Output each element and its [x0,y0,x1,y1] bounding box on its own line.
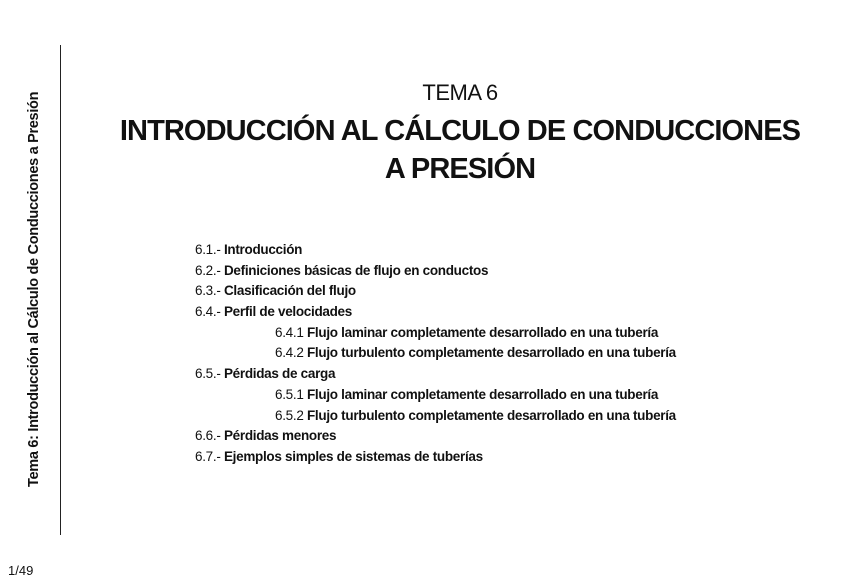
page-title [90,112,830,188]
toc-item-number: 6.5.- [195,366,224,382]
toc-item-number: 6.4.2 [275,345,307,361]
toc-item-label: Flujo laminar completamente desarrollado en una tubería [306,386,659,402]
toc-item-label: Pérdidas menores [223,428,337,444]
toc-item-label: Flujo turbulento completamente desarrollado en una tubería [306,407,676,423]
toc-item-number: 6.7.- [195,448,224,464]
toc-item [195,261,676,282]
toc-item-number: 6.5.2 [275,407,307,423]
toc-subitem [195,385,676,406]
toc-item-number: 6.6.- [195,428,224,444]
sidebar-title: Tema 6: Introducción al Cálculo de Conducciones a Presión [26,91,42,488]
toc-item [195,281,676,302]
toc-item-number: 6.5.1 [275,386,307,402]
toc-item-label: Clasificación del flujo [223,283,356,299]
toc-item [195,426,676,447]
toc-item-number: 6.2.- [195,262,224,278]
page-number: 1/49 [8,563,34,578]
toc-item-label: Pérdidas de carga [223,366,336,382]
toc-item-number: 6.4.- [195,304,224,320]
toc-item-label: Flujo laminar completamente desarrollado en una tubería [306,324,659,340]
toc-item [195,364,676,385]
toc-item [195,447,676,468]
toc-item [195,302,676,323]
toc-item-number: 6.3.- [195,283,224,299]
page-title-line-1: INTRODUCCIÓN AL CÁLCULO DE CONDUCCIONES [119,115,801,147]
toc-item-label: Introducción [223,242,303,257]
toc-item-label: Perfil de velocidades [223,304,352,320]
toc-item-number: 6.4.1 [275,324,307,340]
toc-subitem [195,406,676,427]
toc-subitem [195,343,676,364]
page-title-line-2: A PRESIÓN [384,153,536,185]
toc-item-label: Ejemplos simples de sistemas de tuberías [223,448,483,464]
toc-item-label: Definiciones básicas de flujo en conductos [223,262,489,278]
toc-item [195,240,676,261]
sidebar-divider [60,45,61,535]
table-of-contents [195,240,676,468]
toc-subitem [195,323,676,344]
toc-item-label: Flujo turbulento completamente desarrollado en una tubería [306,345,676,361]
chapter-label: TEMA 6 [422,80,498,105]
toc-item-number: 6.1.- [195,242,224,257]
